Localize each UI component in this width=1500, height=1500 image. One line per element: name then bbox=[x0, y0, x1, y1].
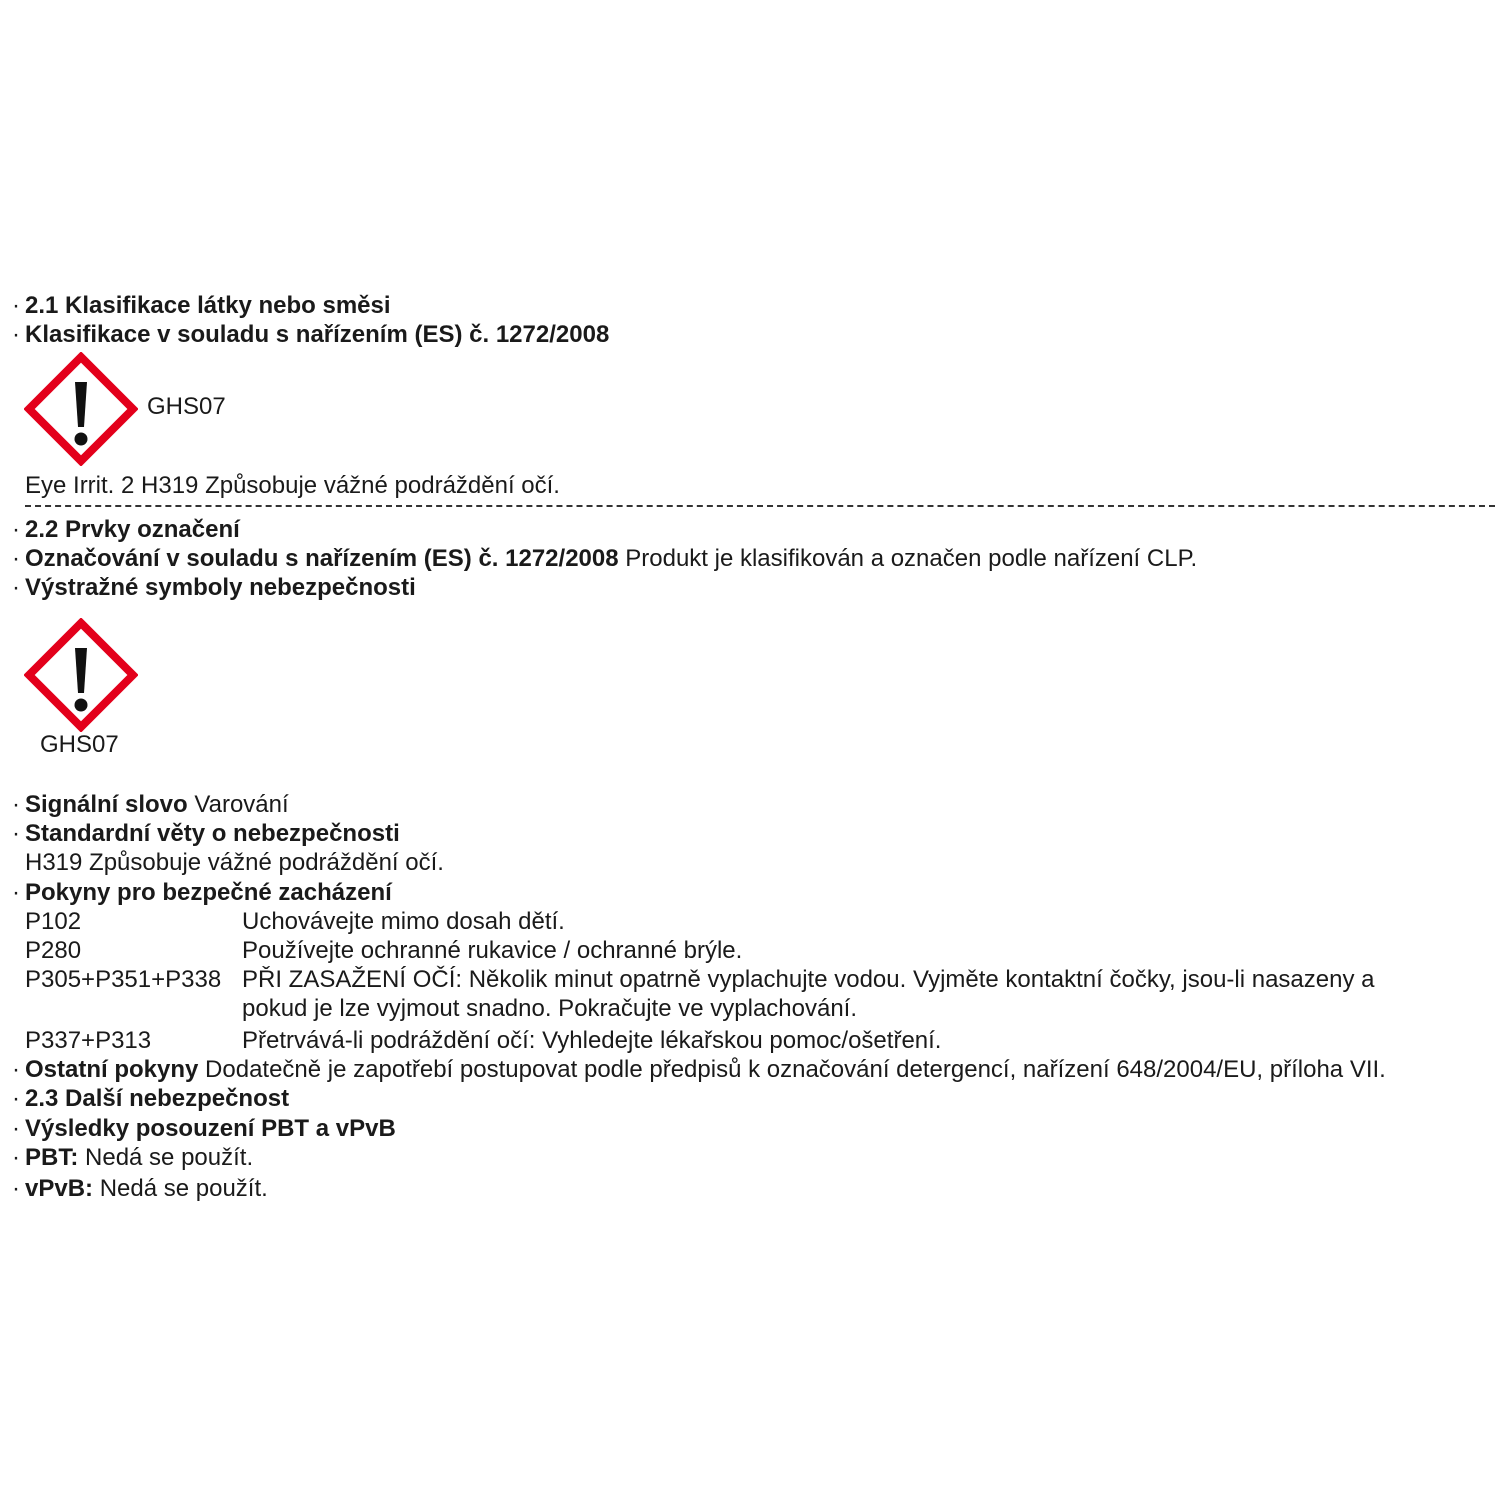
ghs07-exclamation-icon bbox=[24, 352, 138, 466]
section-2-2-heading: · 2.2 Prvky označení bbox=[12, 516, 240, 543]
hazard-classification: Eye Irrit. 2 H319 Způsobuje vážné podráždění očí. bbox=[25, 472, 560, 499]
p-statement-text: Používejte ochranné rukavice / ochranné brýle. bbox=[242, 937, 743, 964]
section-2-1-heading: · 2.1 Klasifikace látky nebo směsi bbox=[12, 292, 391, 319]
vpvb-row: · vPvB: Nedá se použít. bbox=[12, 1175, 268, 1202]
hazard-statement: H319 Způsobuje vážné podráždění očí. bbox=[25, 849, 444, 876]
ghs07-exclamation-icon bbox=[24, 618, 138, 732]
other-instructions-row: · Ostatní pokyny Dodatečně je zapotřebí postupovat podle předpisů k označování detergencí, nařízení 648/2004/EU, příloha VII. bbox=[12, 1056, 1386, 1083]
section-divider bbox=[25, 505, 1495, 507]
section-2-3-heading: · 2.3 Další nebezpečnost bbox=[12, 1085, 290, 1112]
pbt-assessment-heading: · Výsledky posouzení PBT a vPvB bbox=[12, 1115, 396, 1142]
pbt-row: · PBT: Nedá se použít. bbox=[12, 1144, 254, 1171]
signal-word-row: · Signální slovo Varování bbox=[12, 791, 289, 818]
p-statement-text: Přetrvává-li podráždění očí: Vyhledejte lékařskou pomoc/ošetření. bbox=[242, 1027, 942, 1054]
p-statement-code: P102 bbox=[25, 908, 82, 935]
p-statement-text: Uchovávejte mimo dosah dětí. bbox=[242, 908, 565, 935]
labelling-row: · Označování v souladu s nařízením (ES) č. 1272/2008 Produkt je klasifikován a označen podle nařízení CLP. bbox=[12, 545, 1198, 572]
precautionary-statements-heading: · Pokyny pro bezpečné zacházení bbox=[12, 879, 392, 906]
hazard-statements-heading: · Standardní věty o nebezpečnosti bbox=[12, 820, 400, 847]
hazard-symbols-heading: · Výstražné symboly nebezpečnosti bbox=[12, 574, 416, 601]
p-statement-text-continued: pokud je lze vyjmout snadno. Pokračujte ve vyplachování. bbox=[242, 995, 858, 1022]
pictogram-label: GHS07 bbox=[40, 731, 119, 758]
p-statement-code: P280 bbox=[25, 937, 82, 964]
p-statement-code: P305+P351+P338 bbox=[25, 966, 222, 993]
clp-classification-heading: · Klasifikace v souladu s nařízením (ES) č. 1272/2008 bbox=[12, 321, 610, 348]
p-statement-code: P337+P313 bbox=[25, 1027, 152, 1054]
pictogram-label: GHS07 bbox=[147, 393, 226, 420]
p-statement-text: PŘI ZASAŽENÍ OČÍ: Několik minut opatrně vyplachujte vodou. Vyjměte kontaktní čočky, jsou-li nasazeny a bbox=[242, 966, 1375, 993]
